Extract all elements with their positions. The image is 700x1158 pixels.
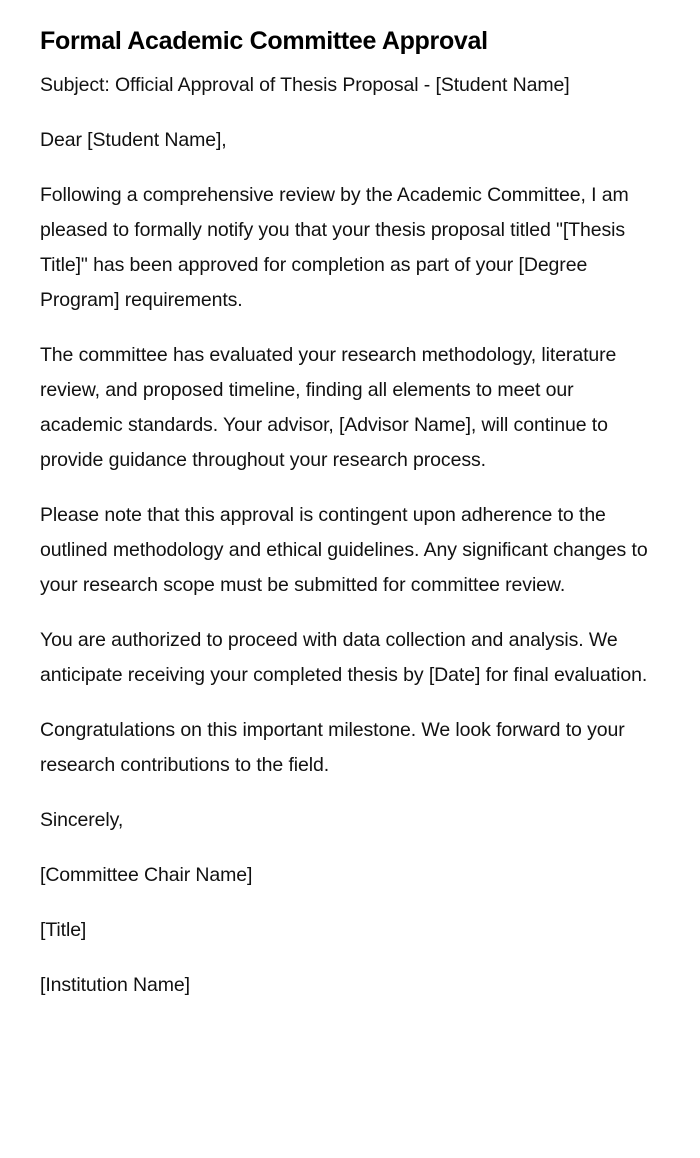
signature-institution: [Institution Name] (40, 974, 190, 996)
body-paragraph-approval: Following a comprehensive review by the Academic Committee, I am pleased to formally notify you that your thesis proposal titled "[Thesis Title]" has been approved for completion as part of your [Degree Program] requirements. (40, 184, 629, 311)
body-paragraph-authorization: You are authorized to proceed with data collection and analysis. We anticipate receiving your completed thesis by [Date] for final evaluation. (40, 629, 648, 686)
body-paragraph-congratulations: Congratulations on this important milestone. We look forward to your research contributions to the field. (40, 719, 625, 776)
signature-title: [Title] (40, 919, 87, 941)
closing: Sincerely, (40, 809, 124, 831)
body-paragraph-evaluation: The committee has evaluated your research methodology, literature review, and proposed timeline, finding all elements to meet our academic standards. Your advisor, [Advisor Name], will continue to provide guidance throughout your research process. (40, 344, 617, 471)
salutation: Dear [Student Name], (40, 129, 227, 151)
document-title: Formal Academic Committee Approval (40, 27, 488, 55)
signature-name: [Committee Chair Name] (40, 864, 253, 886)
body-paragraph-conditions: Please note that this approval is contingent upon adherence to the outlined methodology and ethical guidelines. Any significant changes to your research scope must be submitted for committee review. (40, 504, 648, 596)
subject-line: Subject: Official Approval of Thesis Proposal - [Student Name] (40, 74, 570, 96)
